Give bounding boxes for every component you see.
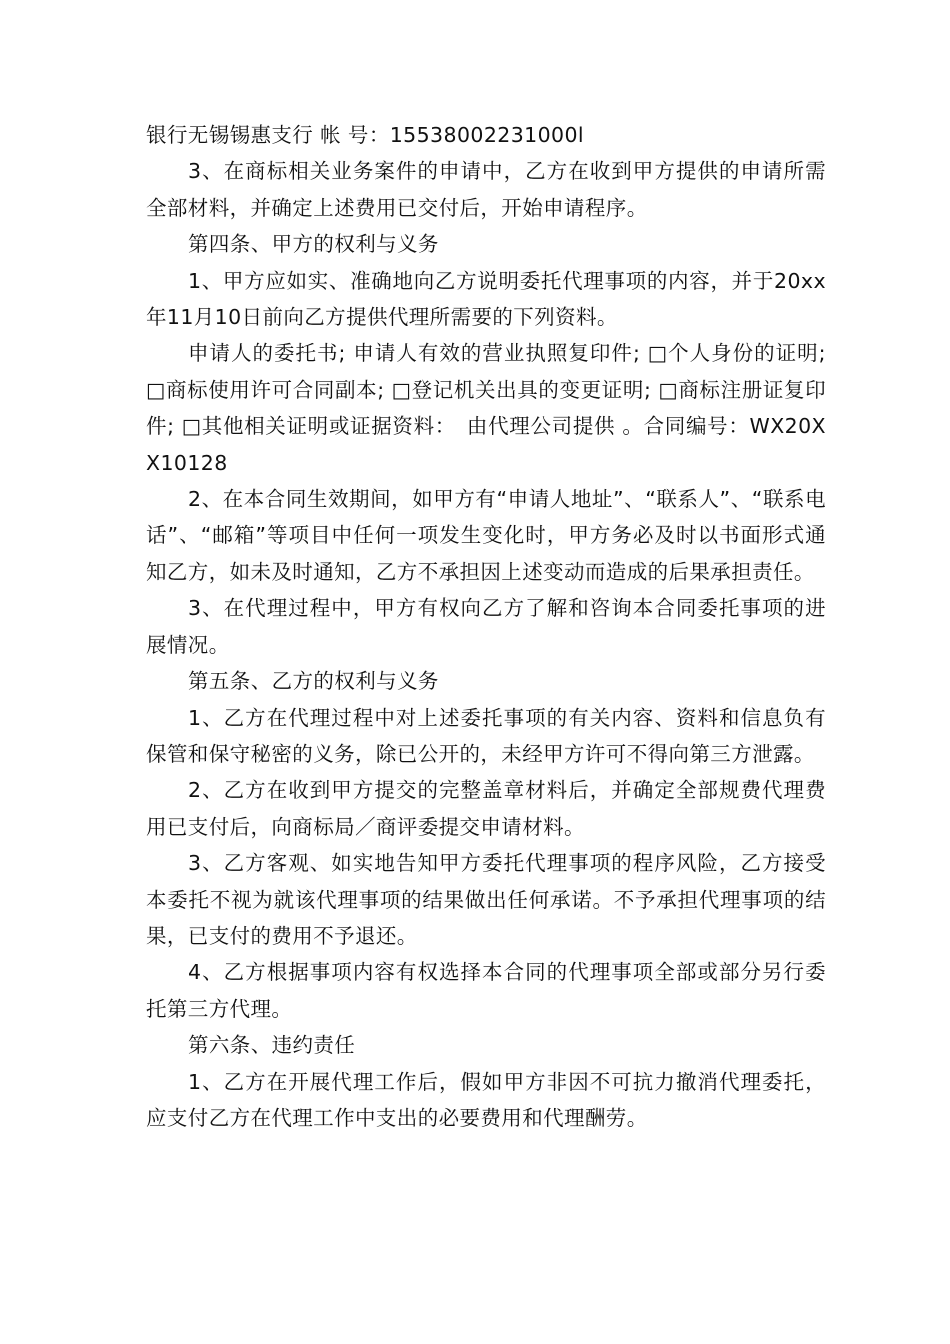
article-5-clause-3: 3、乙方客观、如实地告知甲方委托代理事项的程序风险，乙方接受本委托不视为就该代理事项的结果做出任何承诺。不予承担代理事项的结果，已支付的费用不予退还。 <box>146 851 826 948</box>
article-5-heading: 第五条、乙方的权利与义务 <box>188 669 439 694</box>
article-4-clause-1: 1、甲方应如实、准确地向乙方说明委托代理事项的内容，并于20xx年11月10日前向乙方提供代理所需要的下列资料。 <box>146 268 826 330</box>
required-materials-list: 申请人的委托书; 申请人有效的营业执照复印件; □个人身份的证明; □商标使用许可合同副本; □登记机关出具的变更证明; □商标注册证复印件; □其他相关证明或证据资料： 由代理公司提供 。合同编号：WX20XX10128 <box>146 341 826 475</box>
article-4-clause-3: 3、在代理过程中，甲方有权向乙方了解和咨询本合同委托事项的进展情况。 <box>146 596 826 657</box>
document-page <box>146 117 826 1136</box>
article-4-heading: 第四条、甲方的权利与义务 <box>188 232 439 257</box>
article-5-clause-4: 4、乙方根据事项内容有权选择本合同的代理事项全部或部分另行委托第三方代理。 <box>146 960 826 1021</box>
article-5-clause-2: 2、乙方在收到甲方提交的完整盖章材料后，并确定全部规费代理费用已支付后，向商标局／商评委提交申请材料。 <box>146 778 826 839</box>
clause-3-application-start: 3、在商标相关业务案件的申请中，乙方在收到甲方提供的申请所需全部材料，并确定上述费用已交付后，开始申请程序。 <box>146 159 826 220</box>
article-6-clause-1: 1、乙方在开展代理工作后，假如甲方非因不可抗力撤消代理委托，应支付乙方在代理工作中支出的必要费用和代理酬劳。 <box>146 1069 826 1130</box>
article-6-heading: 第六条、违约责任 <box>188 1033 356 1058</box>
bank-account-line: 银行无锡锡惠支行 帐 号：15538002231000l <box>146 123 585 147</box>
article-4-clause-2: 2、在本合同生效期间，如甲方有“申请人地址”、“联系人”、“联系电话”、“邮箱”等项目中任何一项发生变化时，甲方务必及时以书面形式通知乙方，如未及时通知，乙方不承担因上述变动而造成的后果承担责任。 <box>146 487 826 584</box>
article-5-clause-1: 1、乙方在代理过程中对上述委托事项的有关内容、资料和信息负有保管和保守秘密的义务，除已公开的，未经甲方许可不得向第三方泄露。 <box>146 705 826 766</box>
